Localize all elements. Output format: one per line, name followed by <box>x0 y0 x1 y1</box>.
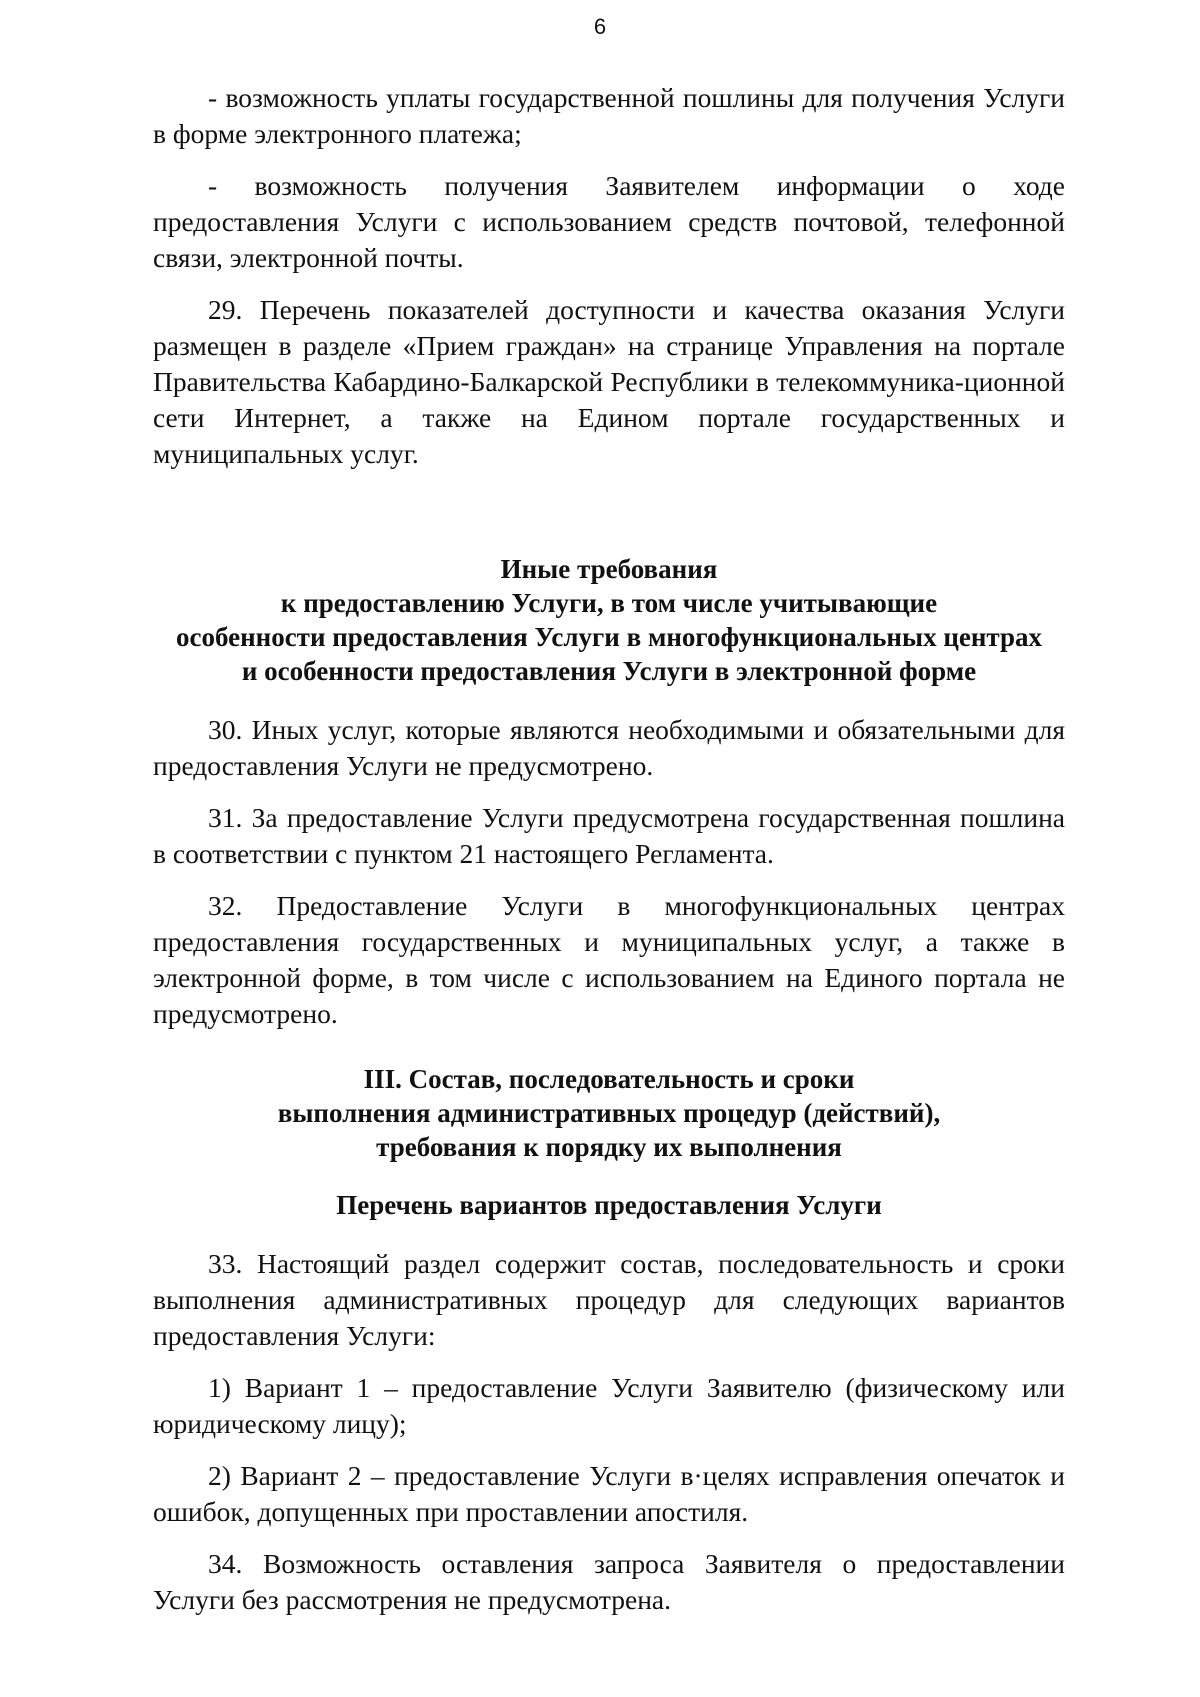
paragraph-30: 30. Иных услуг, которые являются необходимыми и обязательными для предоставления Услуги не предусмотрено. <box>153 714 1065 781</box>
document-body <box>153 80 1065 1634</box>
paragraph-variant-1: 1) Вариант 1 – предоставление Услуги Заявителю (физическому или юридическому лицу); <box>153 1372 1065 1439</box>
paragraph-32: 32. Предоставление Услуги в многофункциональных центрах предоставления государственных и муниципальных услуг, а также в электронной форме, в том числе с использованием на Единого портала не предусмотрено. <box>153 890 1065 1029</box>
heading-other-requirements <box>153 552 1065 688</box>
heading-section-3 <box>153 1062 1065 1164</box>
paragraph-33: 33. Настоящий раздел содержит состав, последовательность и сроки выполнения административных процедур для следующих вариантов предоставления Услуги: <box>153 1248 1065 1351</box>
paragraph-34: 34. Возможность оставления запроса Заявителя о предоставлении Услуги без рассмотрения не предусмотрена. <box>153 1548 1065 1615</box>
heading-line: выполнения административных процедур (действий), <box>277 1098 941 1128</box>
heading-line: особенности предоставления Услуги в многофункциональных центрах <box>175 622 1043 652</box>
heading-variants: Перечень вариантов предоставления Услуги <box>336 1190 882 1220</box>
heading-line: и особенности предоставления Услуги в электронной форме <box>241 656 977 686</box>
paragraph-variant-2: 2) Вариант 2 – предоставление Услуги в·целях исправления опечаток и ошибок, допущенных при проставлении апостиля. <box>153 1460 1065 1527</box>
paragraph-31: 31. За предоставление Услуги предусмотрена государственная пошлина в соответствии с пунктом 21 настоящего Регламента. <box>153 802 1065 869</box>
paragraph-info-option: - возможность получения Заявителем информации о ходе предоставления Услуги с использованием средств почтовой, телефонной связи, электронной почты. <box>153 170 1065 273</box>
heading-line: III. Состав, последовательность и сроки <box>363 1064 855 1094</box>
heading-line: требования к порядку их выполнения <box>376 1132 842 1162</box>
page-number: 6 <box>593 14 607 39</box>
heading-line: Иные требования <box>500 554 718 584</box>
paragraph-payment-option: - возможность уплаты государственной пошлины для получения Услуги в форме электронного платежа; <box>153 82 1065 149</box>
heading-line: к предоставлению Услуги, в том числе учитывающие <box>280 588 938 618</box>
paragraph-29: 29. Перечень показателей доступности и качества оказания Услуги размещен в разделе «Прием граждан» на странице Управления на портале Правительства Кабардино-Балкарской Республики в телекоммуника-ционной сети Интернет, а также на Едином портале государственных и муниципальных услуг. <box>153 294 1065 469</box>
